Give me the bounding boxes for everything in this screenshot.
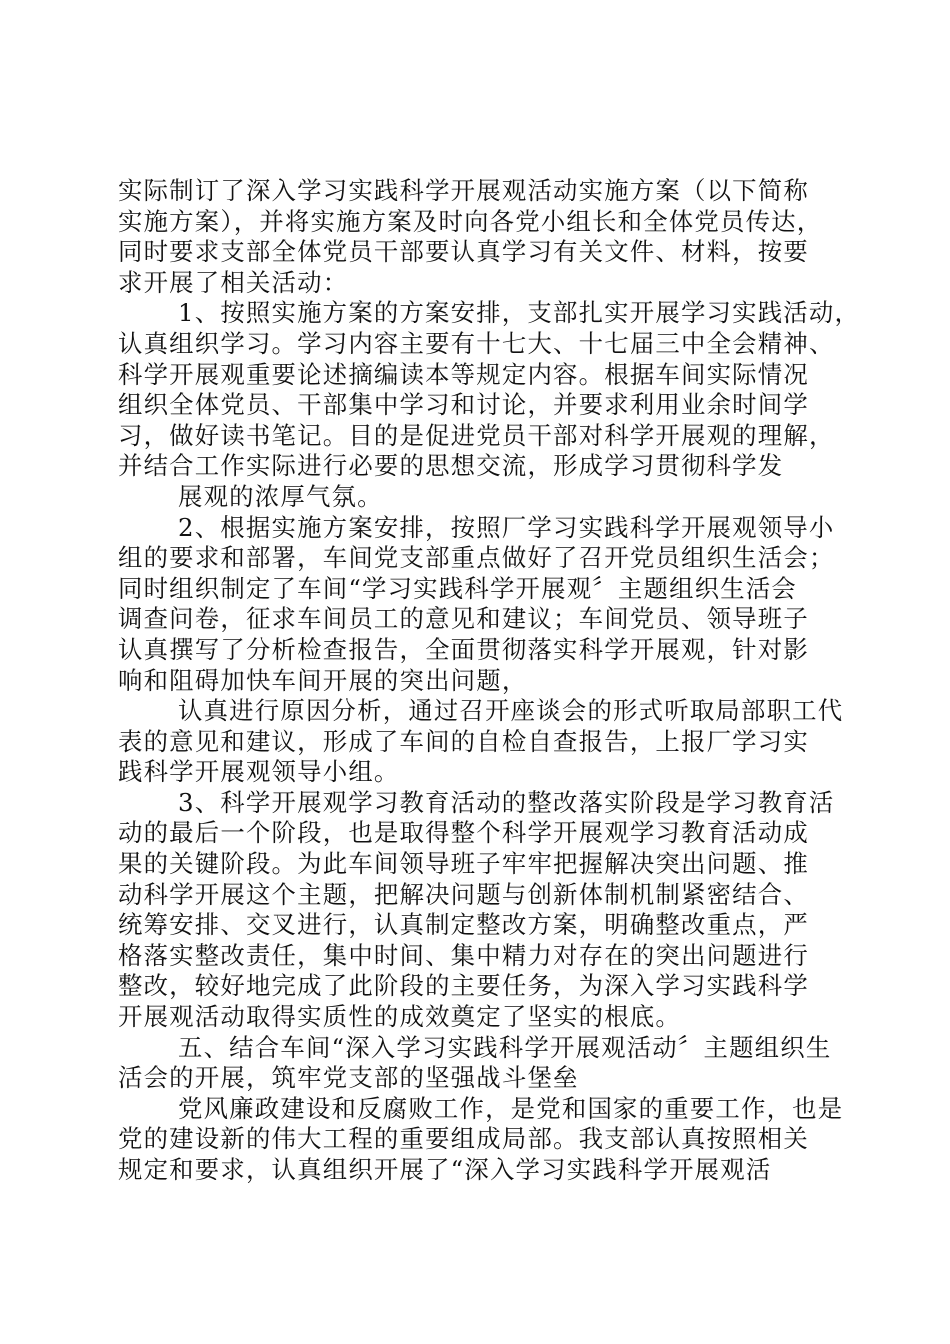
- text-line: 动的最后一个阶段，也是取得整个科学开展观学习教育活动成: [118, 818, 809, 848]
- text-line: 求开展了相关活动：: [118, 267, 349, 297]
- text-line: 认真组织学习。学习内容主要有十七大、十七届三中全会精神、: [118, 328, 835, 358]
- text-line: 践科学开展观领导小组。: [118, 757, 400, 787]
- text-line: 党的建设新的伟大工程的重要组成局部。我支部认真按照相关: [118, 1124, 809, 1154]
- text-line: 五、结合车间“深入学习实践科学开展观活动〞主题组织生: [178, 1032, 832, 1062]
- text-line: 实际制订了深入学习实践科学开展观活动实施方案（以下简称: [118, 176, 809, 205]
- text-line: 1、按照实施方案的方案安排，支部扎实开展学习实践活动，: [178, 298, 861, 328]
- document-body: [118, 176, 861, 1186]
- text-line: 果的关键阶段。为此车间领导班子牢牢把握解决突出问题、推: [118, 849, 809, 879]
- text-line: 组织全体党员、干部集中学习和讨论，并要求利用业余时间学: [118, 390, 809, 420]
- text-line: 调查问卷，征求车间员工的意见和建议；车间党员、领导班子: [118, 604, 809, 634]
- text-line: 习，做好读书笔记。目的是促进党员干部对科学开展观的理解，: [118, 420, 835, 450]
- text-line: 统筹安排、交叉进行，认真制定整改方案，明确整改重点，严: [118, 910, 809, 940]
- text-line: 党风廉政建设和反腐败工作，是党和国家的重要工作，也是: [178, 1093, 844, 1123]
- text-line: 动科学开展这个主题，把解决问题与创新体制机制紧密结合、: [118, 879, 809, 909]
- text-line: 整改，较好地完成了此阶段的主要任务，为深入学习实践科学: [118, 971, 809, 1001]
- text-line: 响和阻碍加快车间开展的突出问题，: [118, 665, 528, 695]
- text-line: 活会的开展，筑牢党支部的坚强战斗堡垒: [118, 1063, 579, 1093]
- text-line: 认真进行原因分析，通过召开座谈会的形式听取局部职工代: [178, 696, 844, 726]
- text-line: 科学开展观重要论述摘编读本等规定内容。根据车间实际情况: [118, 359, 809, 389]
- text-line: 3、科学开展观学习教育活动的整改落实阶段是学习教育活: [178, 787, 835, 817]
- text-line: 同时要求支部全体党员干部要认真学习有关文件、材料，按要: [118, 237, 809, 267]
- text-line: 并结合工作实际进行必要的思想交流，形成学习贯彻科学发: [118, 451, 784, 481]
- text-line: 展观的浓厚气氛。: [178, 481, 383, 511]
- text-line: 格落实整改责任，集中时间、集中精力对存在的突出问题进行: [118, 940, 809, 970]
- text-line: 认真撰写了分析检查报告，全面贯彻落实科学开展观，针对影: [118, 634, 809, 664]
- text-line: 开展观活动取得实质性的成效奠定了坚实的根底。: [118, 1002, 681, 1032]
- text-line: 实施方案），并将实施方案及时向各党小组长和全体党员传达，: [118, 206, 823, 236]
- text-line: 同时组织制定了车间“学习实践科学开展观〞主题组织生活会: [118, 573, 798, 603]
- text-line: 规定和要求，认真组织开展了“深入学习实践科学开展观活: [118, 1155, 772, 1184]
- text-line: 组的要求和部署，车间党支部重点做好了召开党员组织生活会；: [118, 543, 835, 573]
- text-line: 表的意见和建议，形成了车间的自检自查报告，上报厂学习实: [118, 726, 809, 756]
- text-line: 2、根据实施方案安排，按照厂学习实践科学开展观领导小: [178, 512, 835, 542]
